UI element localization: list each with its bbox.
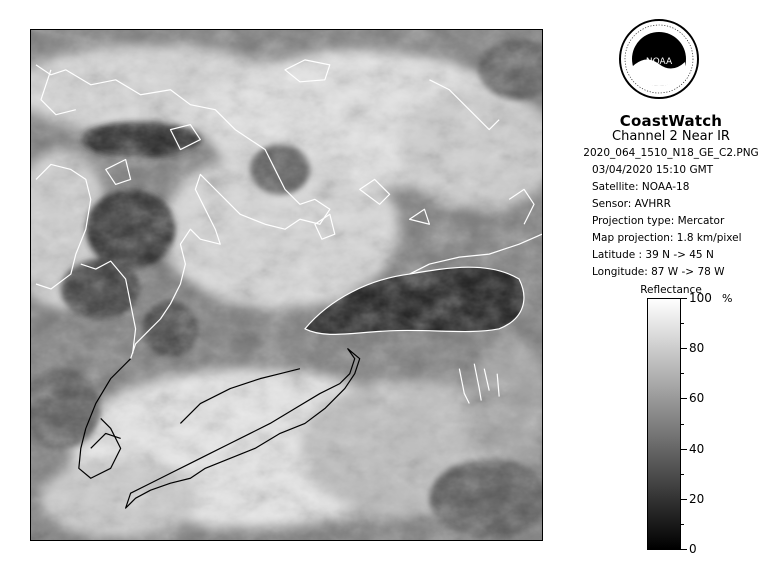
channel-title: Channel 2 Near IR: [612, 129, 730, 144]
colorbar-tick: [681, 549, 687, 550]
colorbar-label: 40: [689, 442, 705, 456]
colorbar-unit: %: [722, 292, 733, 305]
noaa-logo: [618, 18, 700, 108]
satellite-label: Satellite: NOAA-18: [592, 181, 690, 193]
colorbar-tick: [681, 373, 684, 374]
colorbar-tick: [681, 424, 684, 425]
filename-label: 2020_064_1510_N18_GE_C2.PNG: [583, 147, 759, 159]
product-title: CoastWatch: [619, 112, 723, 130]
colorbar-title: Reflectance: [640, 284, 702, 296]
satellite-map: [30, 29, 543, 541]
colorbar-tick: [681, 524, 684, 525]
latitude-label: Latitude : 39 N -> 45 N: [592, 249, 714, 261]
reflectance-colorbar: [647, 298, 681, 550]
sensor-label: Sensor: AVHRR: [592, 198, 671, 210]
colorbar-label: 80: [689, 341, 705, 355]
colorbar-tick: [681, 474, 684, 475]
logo-center-text: NOAA: [645, 57, 673, 67]
colorbar-tick: [681, 499, 687, 500]
colorbar-label: 0: [689, 542, 697, 556]
colorbar-tick: [681, 323, 684, 324]
colorbar-label: 60: [689, 391, 705, 405]
map-projection-label: Map projection: 1.8 km/pixel: [592, 232, 742, 244]
datetime-label: 03/04/2020 15:10 GMT: [592, 164, 714, 176]
colorbar-tick: [681, 398, 687, 399]
colorbar-tick: [681, 348, 687, 349]
colorbar-label: 100: [689, 291, 712, 305]
colorbar-tick: [681, 298, 687, 299]
projection-type-label: Projection type: Mercator: [592, 215, 725, 227]
colorbar-label: 20: [689, 492, 705, 506]
longitude-label: Longitude: 87 W -> 78 W: [592, 266, 725, 278]
colorbar-tick: [681, 449, 687, 450]
info-panel: [560, 0, 782, 572]
